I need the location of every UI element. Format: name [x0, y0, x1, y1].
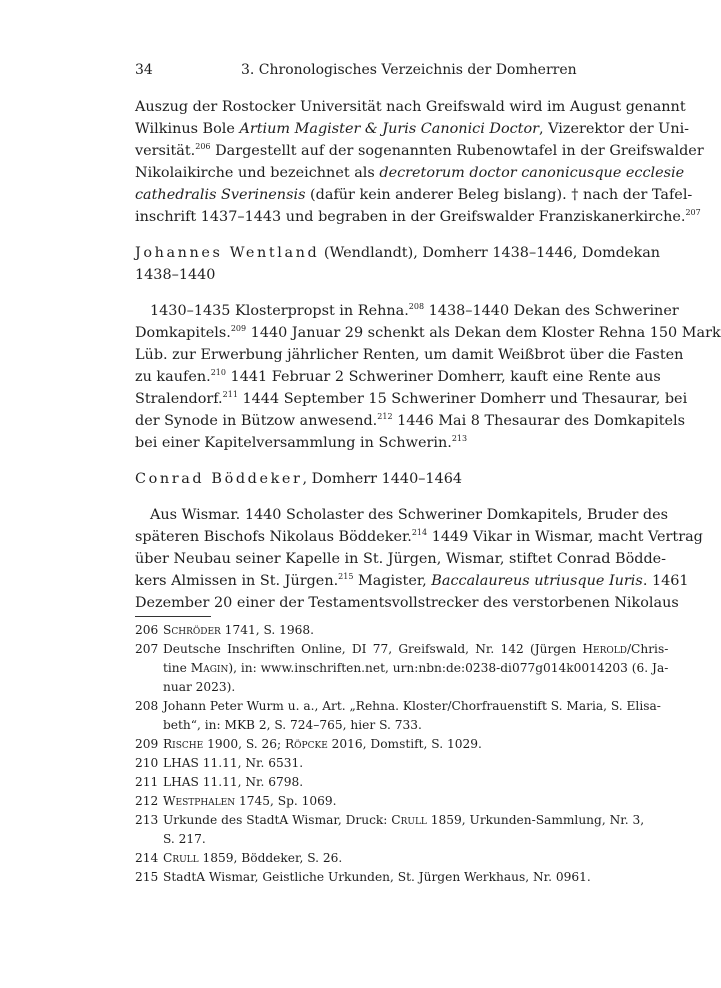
entry-heading [135, 468, 566, 490]
text-line: Dezember 20 einer der Testamentsvollstrecker des verstorbenen Nikolaus [135, 595, 679, 611]
footnote-separator [135, 616, 211, 617]
footnote-ref[interactable]: 211 [222, 390, 238, 399]
footnote-line: LHAS 11.11, Nr. 6531. [163, 756, 304, 770]
footnote-206 [135, 621, 566, 640]
footnote-ref[interactable]: 212 [377, 412, 393, 421]
footnotes [135, 621, 669, 887]
text-line: Wilkinus Bole Artium Magister & Juris Canonici Doctor, Vizerektor der Uni- [135, 121, 690, 137]
text-line: Auszug der Rostocker Universität nach Greifswald wird im August genannt [135, 99, 686, 115]
text-line: Johannes Wentland (Wendlandt), Domherr 1438–1446, Domdekan [135, 245, 661, 261]
footnote-number: 211 [135, 775, 159, 789]
footnote-number: 214 [135, 851, 159, 865]
footnote-number: 215 [135, 870, 159, 884]
person-name: Johannes Wentland [135, 245, 320, 261]
running-title: 3. Chronologisches Verzeichnis der Domherren [241, 62, 577, 78]
footnote-line: Rische 1900, S. 26; Röpcke 2016, Domstift, S. 1029. [163, 737, 482, 751]
footnote-line: beth“, in: MKB 2, S. 724–765, hier S. 733. [163, 718, 422, 732]
footnote-number: 208 [135, 699, 159, 713]
text-line: 1438–1440 [135, 267, 216, 283]
footnote-line: Johann Peter Wurm u. a., Art. „Rehna. Kloster/Chorfrauenstift S. Maria, S. Elisa- [163, 699, 661, 713]
footnote-line: tine Magin), in: www.inschriften.net, urn:nbn:de:0238-di077g014k0014203 (6. Ja- [163, 661, 669, 675]
italic-text: Baccalaureus utriusque Iuris [431, 573, 643, 589]
text-line: inschrift 1437–1443 und begraben in der Greifswalder Franziskanerkirche.$^{207}$ [135, 208, 701, 225]
footnote-line: Urkunde des StadtA Wismar, Druck: Crull 1859, Urkunden-Sammlung, Nr. 3, [163, 813, 645, 827]
footnote-line: Deutsche Inschriften Online, DI 77, Greifswald, Nr. 142 (Jürgen Herold/Chris- [163, 642, 669, 656]
footnote-line: S. 217. [163, 832, 206, 846]
footnote-number: 209 [135, 737, 159, 751]
running-header [135, 62, 577, 82]
footnote-ref[interactable]: 207 [685, 208, 701, 217]
text-line: cathedralis Sverinensis (dafür kein anderer Beleg bislang). † nach der Tafel- [135, 187, 693, 203]
footnote-number: 210 [135, 756, 159, 770]
page-number: 34 [135, 62, 153, 78]
footnote-line: StadtA Wismar, Geistliche Urkunden, St. Jürgen Werkhaus, Nr. 0961. [163, 870, 591, 884]
footnote-line: nuar 2023). [163, 680, 236, 694]
footnote-213 [135, 811, 645, 849]
footnote-number: 213 [135, 813, 159, 827]
text-line: Nikolaikirche und bezeichnet als decretorum doctor canonicusque ecclesie [135, 165, 685, 181]
footnote-line: Westphalen 1745, Sp. 1069. [163, 794, 337, 808]
footnote-line: LHAS 11.11, Nr. 6798. [163, 775, 304, 789]
person-name: Conrad Böddeker [135, 471, 303, 487]
italic-text: decretorum doctor canonicusque ecclesie [379, 165, 685, 181]
text-line: Conrad Böddeker, Domherr 1440–1464 [135, 471, 463, 487]
text-line: Aus Wismar. 1440 Scholaster des Schweriner Domkapitels, Bruder des [150, 507, 669, 523]
entry-heading [135, 242, 661, 286]
footnote-207 [135, 640, 669, 697]
footnote-ref[interactable]: 213 [451, 434, 468, 443]
footnote-number: 207 [135, 642, 159, 656]
italic-text: Artium Magister & Juris Canonici Doctor [239, 121, 539, 137]
text-line: Domkapitels.$^{209}$ 1440 Januar 29 schenkt als Dekan dem Kloster Rehna 150 Mark [135, 324, 721, 341]
text-line: 1430–1435 Klosterpropst in Rehna.$^{208}$ 1438–1440 Dekan des Schweriner [150, 302, 679, 319]
footnote-210 [135, 754, 566, 773]
footnote-ref[interactable]: 210 [210, 368, 226, 377]
paragraph [135, 300, 721, 454]
text-line: der Synode in Bützow anwesend.$^{212}$ 1446 Mai 8 Thesaurar des Domkapitels [135, 412, 686, 429]
footnote-212 [135, 792, 566, 811]
italic-text: cathedralis Sverinensis [135, 187, 306, 203]
footnote-208 [135, 697, 661, 735]
text-line: bei einer Kapitelversammlung in Schwerin.$^{213}$ [135, 434, 468, 451]
text-line: Stralendorf.$^{211}$ 1444 September 15 Schweriner Domherr und Thesaurar, bei [135, 390, 688, 407]
text-line: über Neubau seiner Kapelle in St. Jürgen, Wismar, stiftet Conrad Bödde- [135, 551, 667, 567]
paragraph [135, 504, 703, 614]
footnote-number: 206 [135, 623, 159, 637]
text-line: versität.$^{206}$ Dargestellt auf der sogenannten Rubenowtafel in der Greifswalder [135, 142, 704, 159]
footnote-ref[interactable]: 208 [408, 302, 425, 311]
footnote-number: 212 [135, 794, 159, 808]
footnote-line: Crull 1859, Böddeker, S. 26. [163, 851, 343, 865]
footnote-209 [135, 735, 566, 754]
footnote-211 [135, 773, 566, 792]
text-line: späteren Bischofs Nikolaus Böddeker.$^{214}$ 1449 Vikar in Wismar, macht Vertrag [135, 528, 703, 545]
footnote-ref[interactable]: 206 [195, 142, 211, 151]
text-line: Lüb. zur Erwerbung jährlicher Renten, um damit Weißbrot über die Fasten [135, 347, 684, 363]
text-line: kers Almissen in St. Jürgen.$^{215}$ Magister, Baccalaureus utriusque Iuris. 1461 [135, 572, 689, 589]
main-text [135, 96, 721, 614]
footnote-ref[interactable]: 215 [338, 572, 354, 581]
paragraph [135, 96, 704, 228]
footnote-line: Schröder 1741, S. 1968. [163, 623, 315, 637]
footnote-214 [135, 849, 566, 868]
text-line: zu kaufen.$^{210}$ 1441 Februar 2 Schweriner Domherr, kauft eine Rente aus [135, 368, 661, 385]
footnote-ref[interactable]: 209 [230, 324, 247, 333]
footnote-215 [135, 868, 591, 887]
footnote-ref[interactable]: 214 [411, 528, 428, 537]
